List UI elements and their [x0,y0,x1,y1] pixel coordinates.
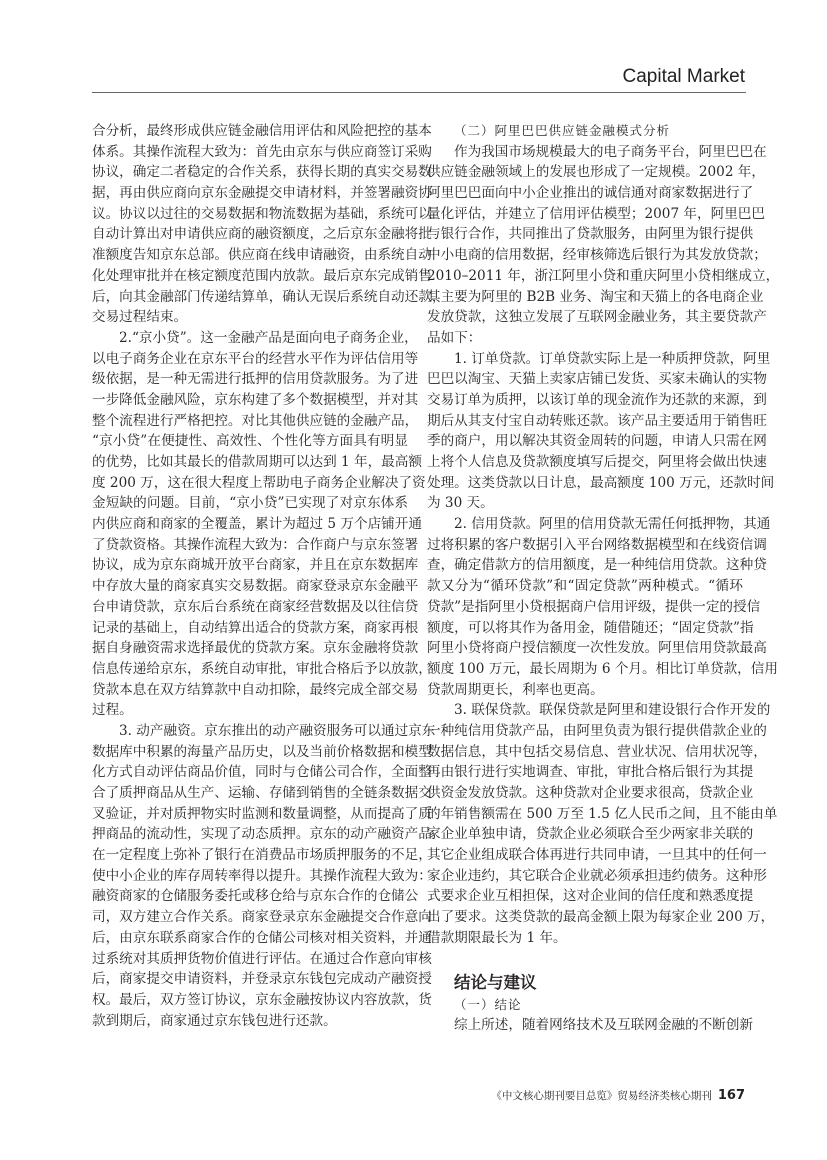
paragraph-line: 合分析，最终形成供应链金融信用评估和风险把控的基本 [92,123,432,139]
paragraph-line: 融资商家的仓储服务委托或移仓给与京东合作的仓储公 [92,888,419,905]
paragraph-line: 作为我国市场规模最大的电子商务平台，阿里巴巴在 [454,143,767,160]
paragraph-line: 家企业单独申请，贷款企业必须联合至少两家非关联的 [427,826,754,843]
paragraph-line: 量化评估，并建立了信用评估模型；2007 年，阿里巴巴 [427,205,765,222]
paragraph-line: 中存放大量的商家真实交易数据。商家登录京东金融平 [92,578,419,595]
paragraph-line: 自动计算出对申请供应商的融资额度，之后京东金融将批 [92,226,432,243]
paragraph-line: 使中小企业的库存周转率得以提升。其操作流程大致为： [92,867,432,884]
paragraph-line: 阿里小贷将商户授信额度一次性发放。阿里信用贷款最高 [427,640,767,657]
paragraph-line: 司，双方建立合作关系。商家登录京东金融提交合作意向 [92,909,432,926]
paragraph-line: 准额度告知京东总部。供应商在线申请融资，由系统自动 [92,247,432,264]
paragraph-line: 贷款周期更长，利率也更高。 [427,681,604,698]
paragraph-line: “京小贷”在便捷性、高效性、个性化等方面具有明显 [92,433,408,450]
paragraph-line: 过程。 [92,702,133,719]
subheading-alibaba: （二）阿里巴巴供应链金融模式分析 [454,123,671,138]
paragraph-line: 交易订单为质押，以该订单的现金流作为还款的来源，到 [427,391,767,408]
paragraph-line: 发放贷款，这独立发展了互联网金融业务，其主要贷款产 [427,309,767,326]
section-heading: 结论与建议 [454,972,537,992]
paragraph-line: 巴巴以淘宝、天猫上卖家店铺已发货、买家未确认的实物 [427,371,767,388]
paragraph-line: 整个流程进行严格把控。对比其他供应链的金融产品， [92,412,419,429]
paragraph-line: 额度 100 万元，最长周期为 6 个月。相比订单贷款，信用 [427,660,778,677]
paragraph-line: 级依据，是一种无需进行抵押的信用贷款服务。为了进 [92,371,419,388]
paragraph-line: 的优势，比如其最长的借款周期可以达到 1 年，最高额 [92,454,422,470]
paragraph-line: 记录的基础上，自动结算出适合的贷款方案，商家再根 [92,619,419,636]
paragraph-line: 化方式自动评估商品价值，同时与仓储公司合作，全面整 [92,764,432,781]
paragraph-line: 额度，可以将其作为备用金，随借随还；“固定贷款”指 [427,619,754,636]
paragraph-line: 台申请贷款，京东后台系统在商家经营数据及以往信贷 [92,598,419,615]
paragraph-line: 后，向其金融部门传递结算单，确认无误后系统自动还款， [92,288,446,305]
page-footer [491,1088,745,1103]
paragraph-line: 3. 动产融资。京东推出的动产融资服务可以通过京东 [119,722,436,739]
paragraph-line: 权。最后，双方签订协议，京东金融按协议内容放款，货 [92,991,432,1008]
paragraph-line: 再由银行进行实地调查、审批，审批合格后银行为其提 [427,764,754,781]
paragraph-line: 2010–2011 年，浙江阿里小贷和重庆阿里小贷相继成立， [427,267,780,284]
paragraph-line: 借款期限最长为 1 年。 [427,929,567,946]
paragraph-line: 叉验证，并对质押物实时监测和数量调整，从而提高了质 [92,805,432,822]
paragraph-line: 综上所述，随着网络技术及互联网金融的不断创新 [454,1017,754,1034]
journal-name: 《中文核心期刊要目总览》贸易经济类核心期刊 [491,1090,712,1102]
paragraph-line: 过将积累的客户数据引入平台网络数据模型和在线资信调 [427,536,767,553]
paragraph-line: 据自身融资需求选择最优的贷款方案。京东金融将贷款 [92,640,419,657]
left-column [92,121,446,1031]
paragraph-line: 式要求企业互相担保，这对企业间的信任度和熟悉度提 [427,888,754,905]
paragraph-line: 2.“京小贷”。这一金融产品是面向电子商务企业， [119,329,418,346]
paragraph-line: 一步降低金融风险，京东构建了多个数据模型，并对其 [92,391,419,408]
paragraph-line: 中小电商的信用数据，经审核筛选后银行为其发放贷款； [427,247,767,264]
paragraph-line: 后，由京东联系商家合作的仓储公司核对相关资料，并通 [92,929,432,946]
paragraph-line: 过系统对其质押货物价值进行评估。在通过合作意向审核 [92,950,432,967]
paragraph-line: 上将个人信息及贷款额度填写后提交，阿里将会做出快速 [427,454,767,470]
section-subheading: （一）结论 [454,996,522,1012]
paragraph-line: 品如下： [427,329,482,346]
paragraph-line: 与银行合作，共同推出了贷款服务，由阿里为银行提供 [427,226,754,243]
right-column-body [427,142,780,949]
paragraph-line: 金短缺的问题。目前，“京小贷”已实现了对京东体系 [92,495,408,512]
paragraph-line: 供应链金融领域上的发展也形成了一定规模。2002 年， [427,164,765,181]
header-rule [92,92,746,93]
paragraph-line: 出了要求。这类贷款的最高金额上限为每家企业 200 万， [427,909,775,926]
paragraph-line: 数据库中积累的海量产品历史，以及当前价格数据和模型 [92,743,432,760]
paragraph-line: 化处理审批并在核定额度范围内放款。最后京东完成销售 [92,267,432,284]
paragraph-line: 交易过程结束。 [92,309,188,326]
paragraph-line: 家企业违约，其它联合企业就必须承担违约债务。这种形 [427,867,767,884]
paragraph-line: 在一定程度上弥补了银行在消费品市场质押服务的不足， [92,847,432,864]
paragraph-line: 期后从其支付宝自动转账还款。该产品主要适用于销售旺 [427,412,767,429]
paragraph-line: 押商品的流动性，实现了动态质押。京东的动产融资产品 [92,826,432,843]
paragraph-line: 贷款本息在双方结算款中自动扣除，最终完成全部交易 [92,681,419,698]
paragraph-line: 的年销售额需在 500 万至 1.5 亿人民币之间，且不能由单 [427,805,778,822]
paragraph-line: 款又分为“循环贷款”和“固定贷款”两种模式。“循环 [427,578,743,595]
paragraph-line: 其它企业组成联合体再进行共同申请，一旦其中的任何一 [427,847,767,864]
paragraph-line: 体系。其操作流程大致为：首先由京东与供应商签订采购 [92,143,432,160]
right-column [427,121,780,1036]
paragraph-line: 季的商户，用以解决其资金周转的问题，申请人只需在网 [427,433,767,450]
paragraph-line: 数据信息，其中包括交易信息、营业状况、信用状况等， [427,743,767,760]
paragraph-line: 度 200 万，这在很大程度上帮助电子商务企业解决了资 [92,474,426,491]
paragraph-line: 处理。这类贷款以日计息，最高额度 100 万元，还款时间 [427,474,775,491]
paragraph-line: 1. 订单贷款。订单贷款实际上是一种质押贷款，阿里 [454,350,771,367]
paragraph-line: 据，再由供应商向京东金融提交申请材料，并签署融资协 [92,185,432,202]
paragraph-line: 3. 联保贷款。联保贷款是阿里和建设银行合作开发的 [454,702,771,719]
paragraph-line: 合了质押商品从生产、运输、存储到销售的全链条数据交 [92,785,432,801]
paragraph-line: 供资金发放贷款。这种贷款对企业要求很高，贷款企业 [427,785,754,801]
paragraph-line: 了贷款资格。其操作流程大致为：合作商户与京东签署 [92,536,419,553]
paragraph-line: 贷款”是指阿里小贷根据商户信用评级，提供一定的授信 [427,598,761,615]
paragraph-line: 内供应商和商家的全覆盖，累计为超过 5 万个店铺开通 [92,516,422,533]
paragraph-line: 以电子商务企业在京东平台的经营水平作为评估信用等 [92,350,419,367]
paragraph-line: 后，商家提交申请资料，并登录京东钱包完成动产融资授 [92,971,432,988]
paragraph-line: 查，确定借款方的信用额度，是一种纯信用贷款。这种贷 [427,557,767,574]
paragraph-line: 为 30 天。 [427,495,494,512]
paragraph-line: 一种纯信用贷款产品，由阿里负责为银行提供借款企业的 [427,722,767,739]
paragraph-line: 协议，成为京东商城开放平台商家，并且在京东数据库 [92,557,419,574]
paragraph-line: 信息传递给京东，系统自动审批，审批合格后予以放款， [92,660,432,677]
paragraph-line: 款到期后，商家通过京东钱包进行还款。 [92,1012,337,1029]
paragraph-line: 2. 信用贷款。阿里的信用贷款无需任何抵押物，其通 [454,516,771,533]
paragraph-line: 其主要为阿里的 B2B 业务、淘宝和天猫上的各电商企业 [427,288,764,305]
page-number: 167 [717,1088,745,1103]
paragraph-line: 协议，确定二者稳定的合作关系，获得长期的真实交易数 [92,164,432,181]
running-header: Capital Market [622,66,745,87]
paragraph-line: 议。协议以过往的交易数据和物流数据为基础，系统可以 [92,205,432,222]
paragraph-line: 阿里巴巴面向中小企业推出的诚信通对商家数据进行了 [427,185,754,202]
